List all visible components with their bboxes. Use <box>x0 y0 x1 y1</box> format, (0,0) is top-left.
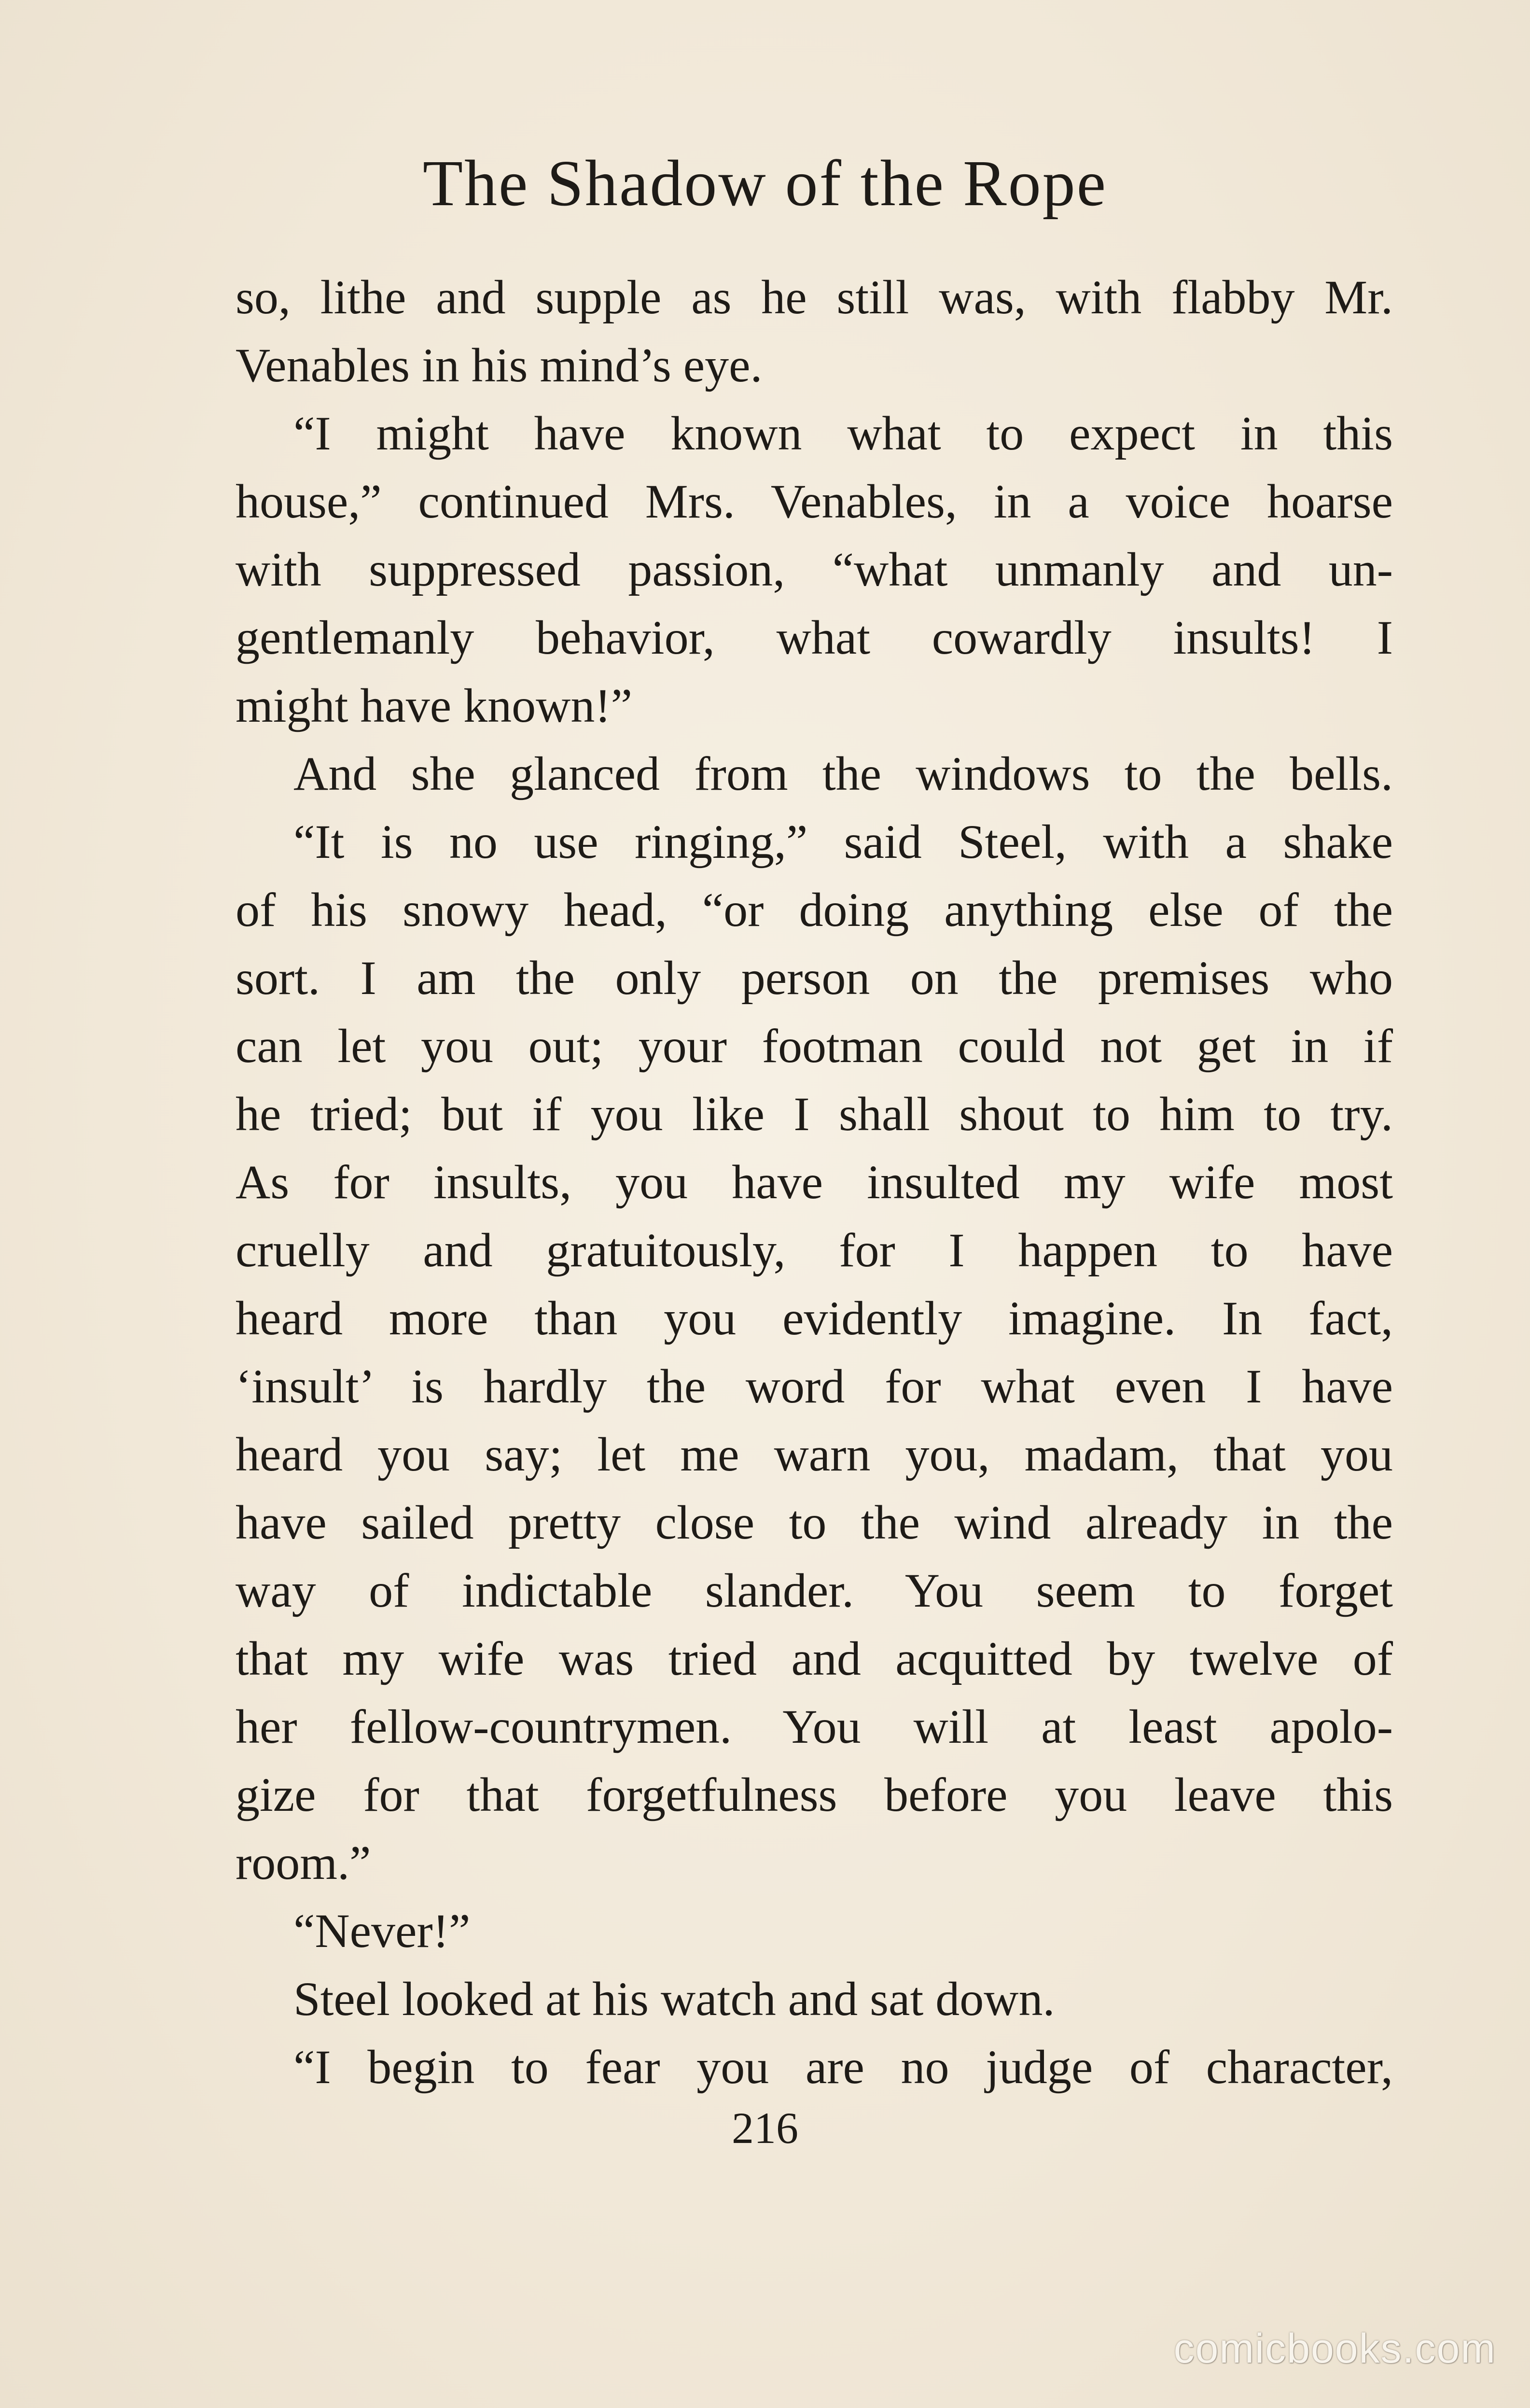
text-line: Steel looked at his watch and sat down. <box>293 1972 1055 2026</box>
text-line: so, lithe and supple as he still was, with flabby Mr. <box>236 270 1393 324</box>
page-number: 216 <box>732 2103 798 2153</box>
text-line: gize for that forgetfulness before you leave this <box>236 1768 1393 1821</box>
text-line: heard more than you evidently imagine. In fact, <box>236 1291 1393 1345</box>
text-line: her fellow-countrymen. You will at least apolo- <box>236 1700 1393 1753</box>
text-line: heard you say; let me warn you, madam, that you <box>236 1428 1393 1481</box>
text-line: “Never!” <box>293 1904 471 1958</box>
text-line: with suppressed passion, “what unmanly and un- <box>236 543 1393 596</box>
body-text <box>236 263 1393 2101</box>
watermark: comicbooks.com <box>1173 2325 1496 2372</box>
text-line: he tried; but if you like I shall shout to him to try. <box>236 1087 1393 1141</box>
text-line: that my wife was tried and acquitted by twelve of <box>236 1632 1393 1685</box>
text-line: room.” <box>236 1836 371 1890</box>
text-line: way of indictable slander. You seem to forget <box>236 1564 1393 1617</box>
text-line: “It is no use ringing,” said Steel, with a shake <box>293 815 1393 868</box>
text-line: of his snowy head, “or doing anything else of the <box>236 883 1393 937</box>
text-line: have sailed pretty close to the wind already in the <box>236 1496 1393 1549</box>
text-line: cruelly and gratuitously, for I happen to have <box>236 1223 1393 1277</box>
text-line: “I begin to fear you are no judge of character, <box>293 2040 1393 2094</box>
text-line: might have known!” <box>236 679 633 732</box>
text-line: house,” continued Mrs. Venables, in a voice hoarse <box>236 475 1393 528</box>
text-line: And she glanced from the windows to the bells. <box>293 747 1393 800</box>
text-line: can let you out; your footman could not get in if <box>236 1019 1393 1073</box>
text-line: sort. I am the only person on the premises who <box>236 951 1393 1005</box>
text-line: gentlemanly behavior, what cowardly insults! I <box>236 611 1393 664</box>
text-line: “I might have known what to expect in this <box>293 406 1393 460</box>
text-line: Venables in his mind’s eye. <box>236 338 763 392</box>
text-line: ‘insult’ is hardly the word for what even I have <box>236 1359 1393 1413</box>
text-line: As for insults, you have insulted my wife most <box>236 1155 1393 1209</box>
running-head: The Shadow of the Rope <box>422 147 1108 220</box>
